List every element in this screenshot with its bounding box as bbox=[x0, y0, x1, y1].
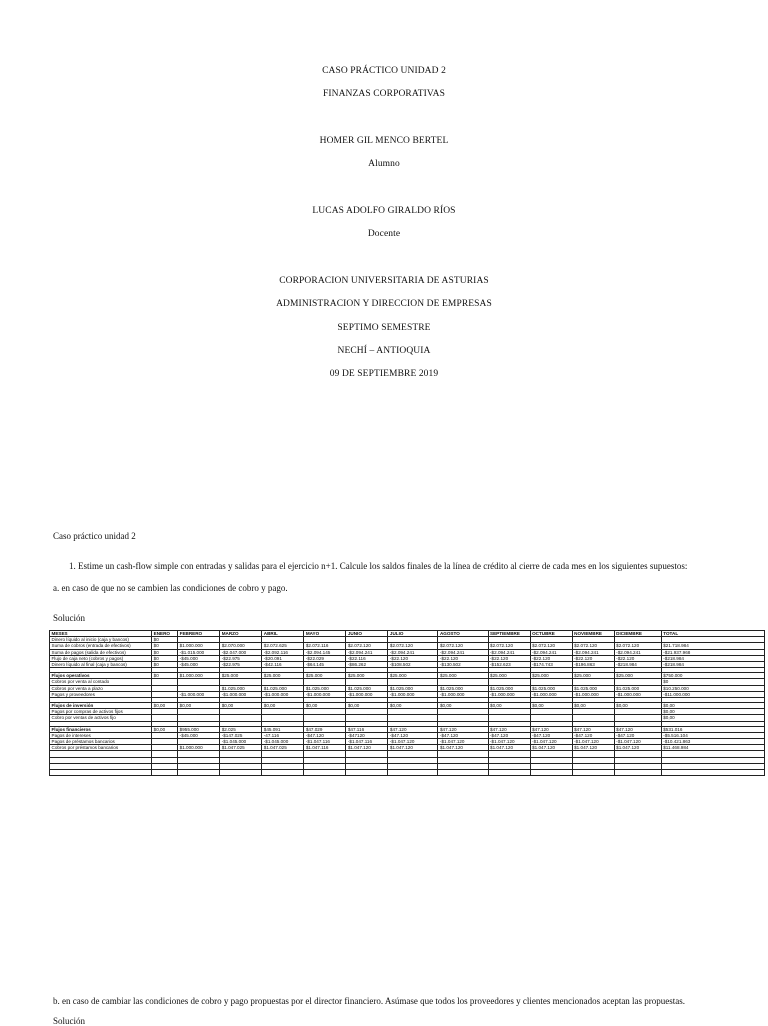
table-cell: -47.116 bbox=[262, 732, 304, 738]
table-header-cell: SEPTIEMBRE bbox=[488, 631, 530, 637]
table-header-cell: MAYO bbox=[304, 631, 346, 637]
table-cell: $1.025.000 bbox=[388, 685, 438, 691]
table-cell: -$152.623 bbox=[488, 662, 530, 668]
row-label-cell: Cobros por venta al contado bbox=[50, 679, 152, 685]
table-cell: $2.025 bbox=[220, 726, 262, 732]
row-label-cell: Cobros por préstamos bancarios bbox=[50, 745, 152, 751]
table-cell: $0,00 bbox=[661, 715, 764, 721]
row-label-cell: Pagos de intereses bbox=[50, 732, 152, 738]
teacher-role: Docente bbox=[367, 229, 401, 239]
table-cell bbox=[388, 770, 438, 776]
table-cell: -$47.120 bbox=[530, 732, 572, 738]
table-cell: $1.025.000 bbox=[438, 685, 488, 691]
student-name: HOMER GIL MENCO BERTEL bbox=[319, 136, 449, 146]
question-1: 1. Estime un cash-flow simple con entradas y salidas para el ejercicio n+1. Calcule los saldos finales de la línea de crédito al cierre de cada mes en los siguientes supuestos: bbox=[69, 561, 688, 571]
row-label-cell: Pagos y proveedores bbox=[50, 691, 152, 697]
table-cell: $25.000 bbox=[572, 673, 614, 679]
table-cell: $47.120 bbox=[572, 726, 614, 732]
table-cell: -$1.047.120 bbox=[488, 739, 530, 745]
table-cell: -$1.000.000 bbox=[388, 691, 438, 697]
table-cell: $21.718.984 bbox=[661, 643, 764, 649]
table-cell: $0,00 bbox=[152, 726, 178, 732]
table-cell: $1.047.025 bbox=[262, 745, 304, 751]
row-label-cell: Dinero líquido al inicio (caja y bancos) bbox=[50, 637, 152, 643]
table-cell: $0,00 bbox=[488, 703, 530, 709]
table-cell: -$2.094.241 bbox=[388, 649, 438, 655]
table-cell: -$45.000 bbox=[178, 732, 220, 738]
table-cell: $47.029 bbox=[304, 726, 346, 732]
table-cell: $1.025.000 bbox=[346, 685, 388, 691]
table-cell: -$47.120 bbox=[304, 732, 346, 738]
table-cell: $0 bbox=[152, 662, 178, 668]
table-cell: -$1.045.000 bbox=[262, 739, 304, 745]
table-cell bbox=[220, 770, 262, 776]
table-cell: $0,00 bbox=[530, 703, 572, 709]
table-cell: -$10.421.863 bbox=[661, 739, 764, 745]
table-cell: $1.025.000 bbox=[614, 685, 661, 691]
table-header-cell: OCTUBRE bbox=[530, 631, 572, 637]
table-cell: $1.047.120 bbox=[388, 745, 438, 751]
table-cell: $2.072.625 bbox=[262, 643, 304, 649]
table-header-cell: TOTAL bbox=[661, 631, 764, 637]
table-cell bbox=[178, 770, 220, 776]
table-cell: $2.072.120 bbox=[346, 643, 388, 649]
table-cell: -$218.984 bbox=[661, 662, 764, 668]
table-cell: $2.072.116 bbox=[304, 643, 346, 649]
table-cell: $25.000 bbox=[438, 673, 488, 679]
solution-label: Solución bbox=[53, 613, 86, 623]
table-cell: $47.120 bbox=[388, 726, 438, 732]
table-cell: -$1.000.000 bbox=[572, 691, 614, 697]
table-cell: -$1.047.120 bbox=[530, 739, 572, 745]
table-cell: $10.250.000 bbox=[661, 685, 764, 691]
table-cell: -$1.000.000 bbox=[262, 691, 304, 697]
table-cell: $1.025.000 bbox=[262, 685, 304, 691]
table-cell: $1.025.000 bbox=[572, 685, 614, 691]
table-cell bbox=[614, 770, 661, 776]
university-name: CORPORACION UNIVERSITARIA DE ASTURIAS bbox=[279, 276, 489, 286]
table-cell: -$1.045.000 bbox=[220, 739, 262, 745]
table-cell: $0 bbox=[152, 643, 178, 649]
table-cell: -$1.047.120 bbox=[438, 739, 488, 745]
row-label-cell: Dinero líquido al final (caja y bancos) bbox=[50, 662, 152, 668]
table-cell: $0 bbox=[152, 637, 178, 643]
teacher-name: LUCAS ADOLFO GIRALDO RÍOS bbox=[312, 206, 456, 216]
table-cell: $1.047.120 bbox=[438, 745, 488, 751]
table-cell: $2.070.000 bbox=[220, 643, 262, 649]
table-cell: $2.072.120 bbox=[530, 643, 572, 649]
table-cell: $0,00 bbox=[178, 703, 220, 709]
table-cell: -$47.120 bbox=[438, 732, 488, 738]
table-cell: $47.120 bbox=[530, 726, 572, 732]
solution-label-2: Solución bbox=[53, 1016, 86, 1026]
table-row bbox=[50, 770, 765, 776]
table-cell: -$2.047.000 bbox=[220, 649, 262, 655]
semester: SEPTIMO SEMESTRE bbox=[337, 323, 431, 333]
table-cell: -$47120 bbox=[346, 732, 388, 738]
table-cell: -$1.015.000 bbox=[178, 649, 220, 655]
table-cell: -$174.743 bbox=[530, 662, 572, 668]
table-cell: $0,00 bbox=[220, 703, 262, 709]
table-cell bbox=[438, 770, 488, 776]
table-cell: -$64.145 bbox=[304, 662, 346, 668]
table-cell: $1.047.120 bbox=[572, 745, 614, 751]
program-name: ADMINISTRACION Y DIRECCION DE EMPRESAS bbox=[276, 299, 492, 309]
table-cell: $0,00 bbox=[388, 703, 438, 709]
table-cell: -$42.116 bbox=[262, 662, 304, 668]
table-cell: -$1.047.116 bbox=[304, 739, 346, 745]
table-cell: $11.468.984 bbox=[661, 745, 764, 751]
table-cell: $2.072.120 bbox=[614, 643, 661, 649]
cover-subject: FINANZAS CORPORATIVAS bbox=[322, 89, 446, 99]
table-cell: -$2.092.116 bbox=[262, 649, 304, 655]
table-cell: $1.047.116 bbox=[304, 745, 346, 751]
row-label-cell: Suma de pagos (salida de efectivos) bbox=[50, 649, 152, 655]
table-cell: $1.025.000 bbox=[530, 685, 572, 691]
table-cell: $2.072.120 bbox=[438, 643, 488, 649]
table-cell bbox=[661, 770, 764, 776]
table-cell: $0,00 bbox=[304, 703, 346, 709]
table-cell bbox=[152, 770, 178, 776]
table-cell: $25.000 bbox=[530, 673, 572, 679]
row-label-cell: Suma de cobros (entrada de efectivos) bbox=[50, 643, 152, 649]
row-label-cell: Pagos de préstamos bancarios bbox=[50, 739, 152, 745]
table-cell: -$2.094.241 bbox=[488, 649, 530, 655]
table-cell: -$22.120 bbox=[438, 655, 488, 661]
table-header-cell: ENERO bbox=[152, 631, 178, 637]
table-cell: $25.000 bbox=[388, 673, 438, 679]
table-cell: $0,00 bbox=[614, 703, 661, 709]
table-cell: -$1.000.000 bbox=[614, 691, 661, 697]
table-header-cell: MARZO bbox=[220, 631, 262, 637]
section-heading: Caso práctico unidad 2 bbox=[53, 531, 136, 541]
table-cell: -$1.047.120 bbox=[572, 739, 614, 745]
table-cell: $47.116 bbox=[346, 726, 388, 732]
table-cell: -$22.116 bbox=[346, 655, 388, 661]
row-label-cell: Cobros por venta a plazo bbox=[50, 685, 152, 691]
table-header-cell: NOVIEMBRE bbox=[572, 631, 614, 637]
table-cell: -$47.120 bbox=[614, 732, 661, 738]
table-cell: -$22.120 bbox=[388, 655, 438, 661]
table-cell: $2.072.120 bbox=[572, 643, 614, 649]
table-cell bbox=[530, 770, 572, 776]
table-header-cell: FEBRERO bbox=[178, 631, 220, 637]
table-cell: $25.000 bbox=[488, 673, 530, 679]
date: 09 DE SEPTIEMBRE 2019 bbox=[329, 369, 439, 379]
table-cell: $25.000 bbox=[262, 673, 304, 679]
table-cell bbox=[346, 770, 388, 776]
row-label-cell: Flujos operativos bbox=[50, 673, 152, 679]
table-cell: -$147.025 bbox=[220, 732, 262, 738]
question-1a: a. en caso de que no se cambien las condiciones de cobro y pago. bbox=[53, 583, 288, 593]
table-cell: $0 bbox=[152, 649, 178, 655]
table-cell bbox=[488, 770, 530, 776]
table-cell: $1.000.000 bbox=[178, 745, 220, 751]
table-cell: -$1.000.000 bbox=[530, 691, 572, 697]
table-cell: $25.000 bbox=[220, 673, 262, 679]
table-cell: -$1.000.000 bbox=[304, 691, 346, 697]
table-cell: $1.025.000 bbox=[488, 685, 530, 691]
table-cell: $0,00 bbox=[262, 703, 304, 709]
table-cell: $1.000.000 bbox=[178, 673, 220, 679]
question-1b: b. en caso de cambiar las condiciones de cobro y pago propuestas por el director financiero. Asúmase que todos los proveedores y clientes mencionados aceptan las propuestas. bbox=[53, 996, 686, 1006]
table-cell: -$47.120 bbox=[572, 732, 614, 738]
table-cell: $47.120 bbox=[438, 726, 488, 732]
table-cell: $1.047.120 bbox=[530, 745, 572, 751]
table-cell: -$1.047.120 bbox=[388, 739, 438, 745]
table-cell: $25.000 bbox=[614, 673, 661, 679]
table-cell: -$47.120 bbox=[388, 732, 438, 738]
table-cell: -$22.120 bbox=[530, 655, 572, 661]
table-cell: -$2.094.241 bbox=[614, 649, 661, 655]
table-cell: -$21.937.968 bbox=[661, 649, 764, 655]
table-cell: -$2.094.241 bbox=[346, 649, 388, 655]
table-cell: $1.047.120 bbox=[488, 745, 530, 751]
cash-flow-table bbox=[49, 630, 765, 776]
table-cell: -$218.984 bbox=[661, 655, 764, 661]
row-label-cell: Cobro por ventas de activos fijo bbox=[50, 715, 152, 721]
table-cell: -$22.975 bbox=[220, 662, 262, 668]
table-cell: $0,00 bbox=[346, 703, 388, 709]
table-cell: -$1.047.116 bbox=[346, 739, 388, 745]
table-cell: -$22.120 bbox=[488, 655, 530, 661]
table-cell: -$45.000 bbox=[178, 655, 220, 661]
row-label-cell: Flujos de inversión bbox=[50, 703, 152, 709]
table-cell: $0,00 bbox=[152, 703, 178, 709]
table-header-cell: JULIO bbox=[388, 631, 438, 637]
table-header-cell: DICIEMBRE bbox=[614, 631, 661, 637]
table-cell: -$20.091 bbox=[262, 655, 304, 661]
table-cell: $25.000 bbox=[304, 673, 346, 679]
table-cell: -$1.047.120 bbox=[614, 739, 661, 745]
table-cell: -$1.000.000 bbox=[346, 691, 388, 697]
table-cell: -$2.094.241 bbox=[438, 649, 488, 655]
table-cell: $0,00 bbox=[661, 709, 764, 715]
table-cell: $955.000 bbox=[178, 726, 220, 732]
table-cell: -$86.262 bbox=[346, 662, 388, 668]
table-cell: $531.016 bbox=[661, 726, 764, 732]
table-cell: -$1.000.000 bbox=[488, 691, 530, 697]
table-cell: -$2.094.241 bbox=[572, 649, 614, 655]
student-role: Alumno bbox=[368, 159, 400, 169]
table-cell: $0 bbox=[152, 655, 178, 661]
table-cell bbox=[304, 770, 346, 776]
table-cell: -$11.000.000 bbox=[661, 691, 764, 697]
cover-title: CASO PRÁCTICO UNIDAD 2 bbox=[322, 66, 446, 76]
table-cell: -$130.502 bbox=[438, 662, 488, 668]
table-cell: -$22.120 bbox=[614, 655, 661, 661]
table-cell: -$196.863 bbox=[572, 662, 614, 668]
row-label-cell: Flujo de caja neto (cobros y pagos) bbox=[50, 655, 152, 661]
row-label-cell: Pagos por compras de activos fijos bbox=[50, 709, 152, 715]
table-cell: -$45.000 bbox=[178, 662, 220, 668]
table-cell: -$2.094.145 bbox=[304, 649, 346, 655]
table-cell: $25.000 bbox=[346, 673, 388, 679]
table-cell: -$218.984 bbox=[614, 662, 661, 668]
table-cell: $1.047.120 bbox=[346, 745, 388, 751]
table-cell: $0,00 bbox=[661, 703, 764, 709]
table-cell: $1.047.025 bbox=[220, 745, 262, 751]
table-header-cell: ABRIL bbox=[262, 631, 304, 637]
row-label-cell: Flujos financieros bbox=[50, 726, 152, 732]
table-cell: $1.025.000 bbox=[220, 685, 262, 691]
table-cell: $0,00 bbox=[438, 703, 488, 709]
table-cell: $2.072.120 bbox=[488, 643, 530, 649]
table-cell: -$5.516.104 bbox=[661, 732, 764, 738]
location: NECHÍ – ANTIOQUIA bbox=[337, 346, 431, 356]
table-cell: -$1.000.000 bbox=[220, 691, 262, 697]
table-cell: -$1.000.000 bbox=[178, 691, 220, 697]
table-cell: $0 bbox=[152, 673, 178, 679]
table-header-cell: JUNIO bbox=[346, 631, 388, 637]
table-cell: -$22.975 bbox=[220, 655, 262, 661]
table-header-cell: MESES bbox=[50, 631, 152, 637]
table-cell: $1.000.000 bbox=[178, 643, 220, 649]
table-cell: $1.025.000 bbox=[304, 685, 346, 691]
table-cell: $0,00 bbox=[572, 703, 614, 709]
table-cell: -$2.094.241 bbox=[530, 649, 572, 655]
table-header-cell: AGOSTO bbox=[438, 631, 488, 637]
table-cell bbox=[572, 770, 614, 776]
table-cell: $1.047.120 bbox=[614, 745, 661, 751]
table-cell: -$47.120 bbox=[488, 732, 530, 738]
table-cell: $750.000 bbox=[661, 673, 764, 679]
table-cell: -$108.502 bbox=[388, 662, 438, 668]
table-cell bbox=[262, 770, 304, 776]
table-cell: $0 bbox=[661, 679, 764, 685]
table-cell: $45.091 bbox=[262, 726, 304, 732]
table-cell: -$1.000.000 bbox=[438, 691, 488, 697]
table-cell: $2.072.120 bbox=[388, 643, 438, 649]
table-cell: -$22.029 bbox=[304, 655, 346, 661]
table-cell: $47.120 bbox=[488, 726, 530, 732]
table-cell: -$22.120 bbox=[572, 655, 614, 661]
row-label-cell bbox=[50, 770, 152, 776]
table-cell: $47.120 bbox=[614, 726, 661, 732]
